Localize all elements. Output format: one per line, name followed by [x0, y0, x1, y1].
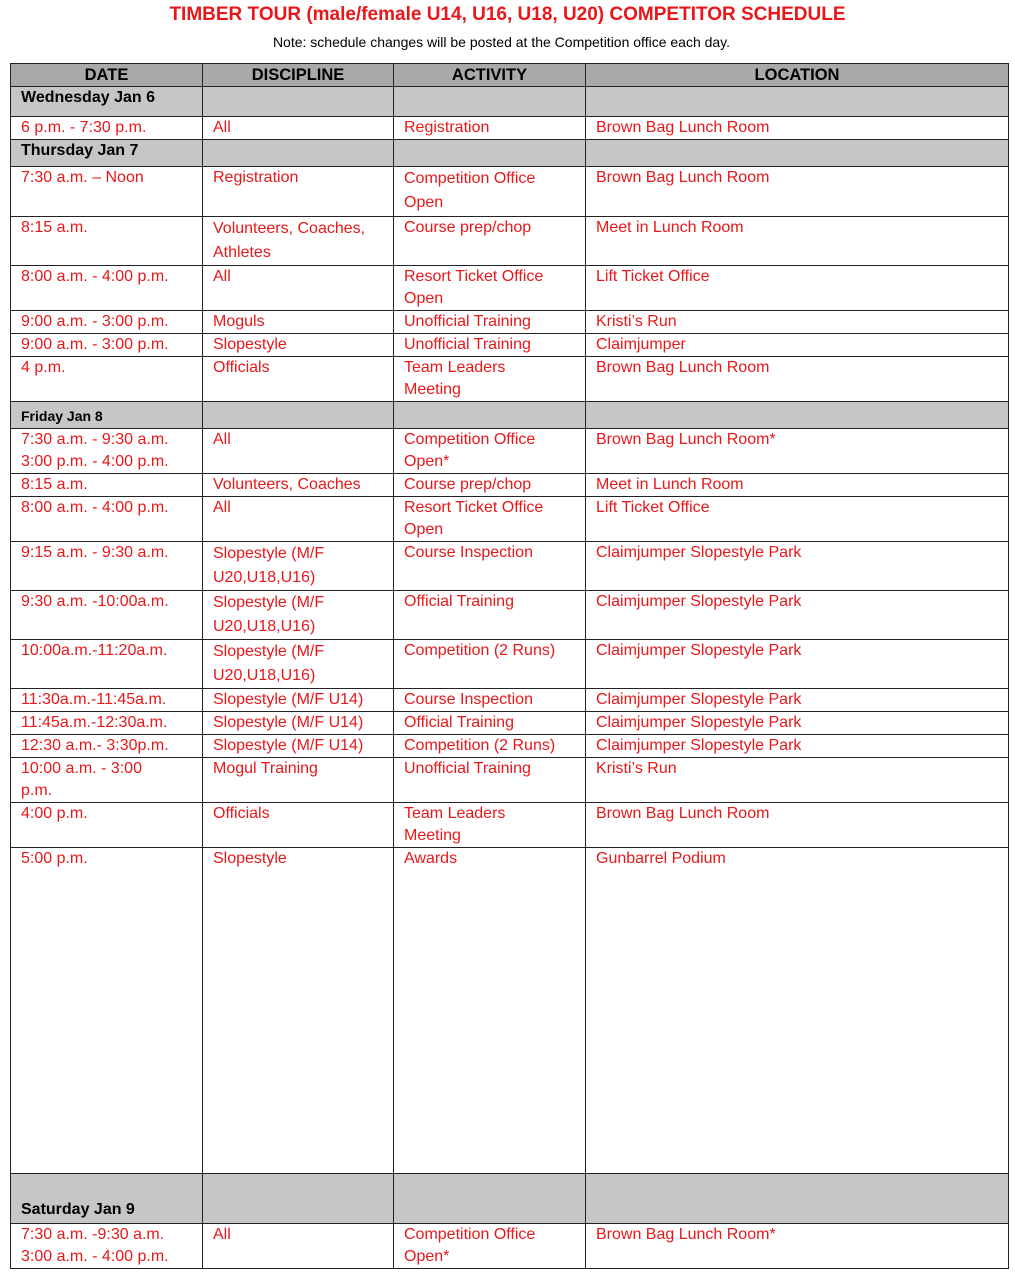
table-row	[11, 848, 1009, 1174]
cell-date: 4 p.m.	[11, 357, 203, 402]
table-row	[11, 311, 1009, 334]
cell-line: 7:30 a.m. - 9:30 a.m.	[21, 431, 169, 448]
day-label: Saturday Jan 9	[11, 1174, 203, 1224]
cell-line: 3:00 a.m. - 4:00 p.m.	[21, 1248, 169, 1265]
cell-location: Claimjumper Slopestyle Park	[586, 735, 1009, 758]
cell-line: Open*	[404, 1248, 450, 1265]
cell-activity: Course prep/chop	[394, 217, 586, 266]
cell-activity: Unofficial Training	[394, 334, 586, 357]
cell-discipline: Moguls	[203, 311, 394, 334]
day-row-wednesday	[11, 87, 1009, 117]
cell-line: U20,U18,U16)	[213, 618, 316, 635]
cell-activity	[394, 497, 586, 542]
table-row	[11, 357, 1009, 402]
cell-location: Claimjumper Slopestyle Park	[586, 542, 1009, 591]
cell-location: Meet in Lunch Room	[586, 474, 1009, 497]
table-row	[11, 167, 1009, 217]
cell-date: 9:00 a.m. - 3:00 p.m.	[11, 334, 203, 357]
day-label: Wednesday Jan 6	[11, 87, 203, 117]
cell-location: Meet in Lunch Room	[586, 217, 1009, 266]
cell-location: Brown Bag Lunch Room*	[586, 1224, 1009, 1269]
day-row-friday	[11, 402, 1009, 429]
cell-activity: Unofficial Training	[394, 311, 586, 334]
cell-activity: Course Inspection	[394, 542, 586, 591]
day-label: Thursday Jan 7	[11, 140, 203, 167]
cell-date: 7:30 a.m. – Noon	[11, 167, 203, 217]
cell-date: 9:15 a.m. - 9:30 a.m.	[11, 542, 203, 591]
cell-date: 9:00 a.m. - 3:00 p.m.	[11, 311, 203, 334]
table-row	[11, 689, 1009, 712]
table-row	[11, 712, 1009, 735]
cell-line: U20,U18,U16)	[213, 569, 316, 586]
header-row	[11, 64, 1009, 87]
page-title: TIMBER TOUR (male/female U14, U16, U18, U20) COMPETITOR SCHEDULE	[169, 4, 846, 25]
cell-activity	[394, 357, 586, 402]
table-row	[11, 474, 1009, 497]
cell-location: Claimjumper Slopestyle Park	[586, 640, 1009, 689]
day-row-saturday	[11, 1174, 1009, 1224]
cell-date: 11:45a.m.-12:30a.m.	[11, 712, 203, 735]
cell-line: Athletes	[213, 244, 271, 261]
day-label: Friday Jan 8	[11, 402, 203, 429]
cell-date: 9:30 a.m. -10:00a.m.	[11, 591, 203, 640]
cell-line: Slopestyle (M/F	[213, 643, 325, 660]
cell-activity	[394, 167, 586, 217]
cell-location: Gunbarrel Podium	[586, 848, 1009, 1174]
cell-line: 7:30 a.m. -9:30 a.m.	[21, 1226, 165, 1243]
cell-line: Team Leaders	[404, 359, 506, 376]
cell-activity: Unofficial Training	[394, 758, 586, 803]
cell-discipline: All	[203, 429, 394, 474]
cell-date: 6 p.m. - 7:30 p.m.	[11, 117, 203, 140]
cell-discipline: Mogul Training	[203, 758, 394, 803]
schedule-note: Note: schedule changes will be posted at the Competition office each day.	[272, 34, 731, 50]
cell-line: Competition Office	[404, 1226, 536, 1243]
cell-activity: Registration	[394, 117, 586, 140]
cell-line: Team Leaders	[404, 805, 506, 822]
table-row	[11, 735, 1009, 758]
cell-location: Lift Ticket Office	[586, 266, 1009, 311]
cell-line: Resort Ticket Office	[404, 268, 544, 285]
column-header-activity: ACTIVITY	[394, 64, 586, 87]
cell-location: Brown Bag Lunch Room	[586, 167, 1009, 217]
cell-line: Competition Office	[404, 170, 536, 187]
cell-line: Slopestyle (M/F	[213, 594, 325, 611]
cell-discipline: Officials	[203, 357, 394, 402]
cell-discipline	[203, 640, 394, 689]
cell-line: U20,U18,U16)	[213, 667, 316, 684]
cell-discipline: Slopestyle	[203, 334, 394, 357]
cell-date	[11, 429, 203, 474]
cell-activity: Official Training	[394, 712, 586, 735]
cell-date: 12:30 a.m.- 3:30p.m.	[11, 735, 203, 758]
cell-activity: Official Training	[394, 591, 586, 640]
cell-line: Open	[404, 290, 444, 307]
cell-location: Kristi’s Run	[586, 311, 1009, 334]
cell-location: Claimjumper Slopestyle Park	[586, 689, 1009, 712]
cell-date: 4:00 p.m.	[11, 803, 203, 848]
table-row	[11, 266, 1009, 311]
table-row	[11, 334, 1009, 357]
cell-discipline: Slopestyle (M/F U14)	[203, 689, 394, 712]
table-row	[11, 1224, 1009, 1269]
cell-discipline: All	[203, 266, 394, 311]
cell-line: Open*	[404, 453, 450, 470]
cell-discipline: All	[203, 117, 394, 140]
cell-discipline	[203, 542, 394, 591]
cell-activity	[394, 266, 586, 311]
cell-date: 8:00 a.m. - 4:00 p.m.	[11, 497, 203, 542]
cell-activity	[394, 429, 586, 474]
cell-line: p.m.	[21, 782, 53, 799]
cell-discipline: Slopestyle (M/F U14)	[203, 712, 394, 735]
cell-activity: Awards	[394, 848, 586, 1174]
cell-date	[11, 1224, 203, 1269]
cell-discipline	[203, 591, 394, 640]
column-header-discipline: DISCIPLINE	[203, 64, 394, 87]
cell-location: Claimjumper	[586, 334, 1009, 357]
cell-location: Claimjumper Slopestyle Park	[586, 712, 1009, 735]
table-row	[11, 429, 1009, 474]
cell-activity: Competition (2 Runs)	[394, 640, 586, 689]
cell-location: Brown Bag Lunch Room*	[586, 429, 1009, 474]
cell-activity	[394, 803, 586, 848]
schedule-table	[10, 63, 1009, 1269]
cell-line: Open	[404, 521, 444, 538]
cell-location: Brown Bag Lunch Room	[586, 357, 1009, 402]
cell-date: 8:15 a.m.	[11, 474, 203, 497]
day-row-thursday	[11, 140, 1009, 167]
cell-line: Meeting	[404, 827, 461, 844]
cell-line: 3:00 p.m. - 4:00 p.m.	[21, 453, 169, 470]
cell-discipline: Slopestyle	[203, 848, 394, 1174]
cell-line: Open	[404, 194, 444, 211]
cell-line: Resort Ticket Office	[404, 499, 544, 516]
cell-discipline: All	[203, 497, 394, 542]
table-row	[11, 591, 1009, 640]
cell-activity: Course prep/chop	[394, 474, 586, 497]
column-header-date: DATE	[11, 64, 203, 87]
cell-activity: Course Inspection	[394, 689, 586, 712]
column-header-location: LOCATION	[586, 64, 1009, 87]
cell-date: 10:00a.m.-11:20a.m.	[11, 640, 203, 689]
table-row	[11, 640, 1009, 689]
table-row	[11, 542, 1009, 591]
cell-line: Slopestyle (M/F	[213, 545, 325, 562]
cell-discipline: All	[203, 1224, 394, 1269]
cell-line: Competition Office	[404, 431, 536, 448]
cell-location: Claimjumper Slopestyle Park	[586, 591, 1009, 640]
cell-date: 8:15 a.m.	[11, 217, 203, 266]
cell-line: Meeting	[404, 381, 461, 398]
cell-discipline: Volunteers, Coaches	[203, 474, 394, 497]
cell-date: 5:00 p.m.	[11, 848, 203, 1174]
cell-location: Brown Bag Lunch Room	[586, 117, 1009, 140]
cell-date: 11:30a.m.-11:45a.m.	[11, 689, 203, 712]
cell-line: Volunteers, Coaches,	[213, 220, 366, 237]
cell-location: Lift Ticket Office	[586, 497, 1009, 542]
cell-date: 8:00 a.m. - 4:00 p.m.	[11, 266, 203, 311]
cell-activity	[394, 1224, 586, 1269]
cell-date	[11, 758, 203, 803]
cell-discipline	[203, 217, 394, 266]
cell-line: 10:00 a.m. - 3:00	[21, 760, 142, 777]
cell-discipline: Slopestyle (M/F U14)	[203, 735, 394, 758]
cell-discipline: Officials	[203, 803, 394, 848]
cell-location: Brown Bag Lunch Room	[586, 803, 1009, 848]
cell-location: Kristi’s Run	[586, 758, 1009, 803]
table-row	[11, 803, 1009, 848]
table-row	[11, 758, 1009, 803]
table-row	[11, 217, 1009, 266]
cell-activity: Competition (2 Runs)	[394, 735, 586, 758]
table-row	[11, 117, 1009, 140]
cell-discipline: Registration	[203, 167, 394, 217]
table-row	[11, 497, 1009, 542]
